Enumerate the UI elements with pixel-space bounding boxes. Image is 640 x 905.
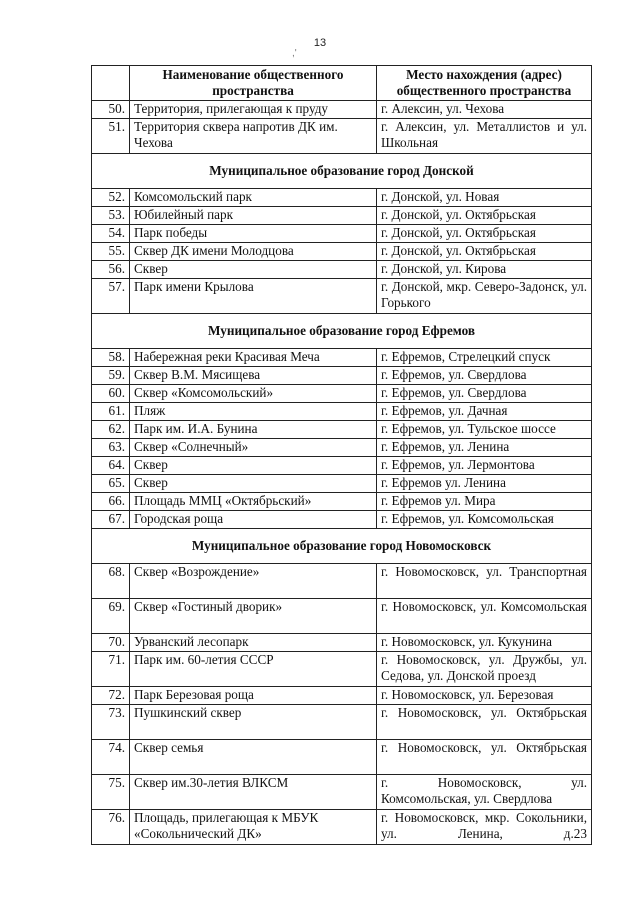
space-name: Городская роща [130, 511, 377, 529]
row-number: 67. [92, 511, 130, 529]
table-row [92, 810, 592, 845]
row-number: 76. [92, 810, 130, 845]
row-number: 53. [92, 207, 130, 225]
table-row [92, 279, 592, 314]
table-row [92, 457, 592, 475]
section-title: Муниципальное образование город Донской [92, 154, 592, 189]
table-row [92, 705, 592, 740]
table-row [92, 652, 592, 687]
space-name: Сквер им.30-летия ВЛКСМ [130, 775, 377, 810]
space-name: Сквер «Гостиный дворик» [130, 599, 377, 634]
space-address: г. Новомосковск, ул. Комсомольская, ул. Свердлова [377, 775, 592, 810]
row-number: 63. [92, 439, 130, 457]
space-name: Пушкинский сквер [130, 705, 377, 740]
row-number: 75. [92, 775, 130, 810]
space-name: Пляж [130, 403, 377, 421]
space-name: Площадь ММЦ «Октябрьский» [130, 493, 377, 511]
space-name: Территория, прилегающая к пруду [130, 101, 377, 119]
row-number: 55. [92, 243, 130, 261]
table-row [92, 403, 592, 421]
space-name: Сквер ДК имени Молодцова [130, 243, 377, 261]
space-address: г. Ефремов, ул. Ленина [377, 439, 592, 457]
space-address: г. Донской, мкр. Северо-Задонск, ул. Горького [377, 279, 592, 314]
space-name: Парк Березовая роща [130, 687, 377, 705]
table-row [92, 349, 592, 367]
table-row [92, 367, 592, 385]
space-name: Сквер «Солнечный» [130, 439, 377, 457]
space-address: г. Новомосковск, ул. Дружбы, ул. Седова, ул. Донской проезд [377, 652, 592, 687]
space-address: г. Донской, ул. Октябрьская [377, 243, 592, 261]
space-address: г. Ефремов, ул. Тульское шоссе [377, 421, 592, 439]
space-address: г. Донской, ул. Октябрьская [377, 207, 592, 225]
header-address: Место нахождения (адрес) общественного пространства [377, 66, 592, 101]
table-row [92, 101, 592, 119]
row-number: 57. [92, 279, 130, 314]
space-address: г. Новомосковск, ул. Октябрьская [377, 705, 592, 740]
table-row [92, 385, 592, 403]
space-address: г. Новомосковск, ул. Кукунина [377, 634, 592, 652]
row-number: 72. [92, 687, 130, 705]
space-address: г. Новомосковск, ул. Комсомольская [377, 599, 592, 634]
table-row [92, 687, 592, 705]
section-row [92, 154, 592, 189]
row-number: 56. [92, 261, 130, 279]
table-row [92, 439, 592, 457]
row-number: 50. [92, 101, 130, 119]
table-row [92, 225, 592, 243]
space-address: г. Ефремов ул. Мира [377, 493, 592, 511]
scan-mark: ,' [292, 48, 297, 59]
row-number: 60. [92, 385, 130, 403]
space-address: г. Донской, ул. Кирова [377, 261, 592, 279]
space-address: г. Алексин, ул. Металлистов и ул. Школьная [377, 119, 592, 154]
space-address: г. Донской, ул. Октябрьская [377, 225, 592, 243]
table-row [92, 261, 592, 279]
row-number: 71. [92, 652, 130, 687]
space-name: Парк победы [130, 225, 377, 243]
page-number: 13 [313, 37, 327, 49]
section-title: Муниципальное образование город Новомосковск [92, 529, 592, 564]
space-name: Комсомольский парк [130, 189, 377, 207]
space-name: Парк им. 60-летия СССР [130, 652, 377, 687]
space-name: Сквер «Возрождение» [130, 564, 377, 599]
table-row [92, 493, 592, 511]
table-body [92, 101, 592, 845]
space-name: Сквер [130, 475, 377, 493]
row-number: 52. [92, 189, 130, 207]
row-number: 62. [92, 421, 130, 439]
section-row [92, 314, 592, 349]
row-number: 61. [92, 403, 130, 421]
table-row [92, 475, 592, 493]
space-address: г. Алексин, ул. Чехова [377, 101, 592, 119]
space-name: Юбилейный парк [130, 207, 377, 225]
row-number: 73. [92, 705, 130, 740]
space-address: г. Ефремов ул. Ленина [377, 475, 592, 493]
row-number: 68. [92, 564, 130, 599]
section-title: Муниципальное образование город Ефремов [92, 314, 592, 349]
space-name: Парк имени Крылова [130, 279, 377, 314]
row-number: 54. [92, 225, 130, 243]
table-row [92, 207, 592, 225]
table-row [92, 564, 592, 599]
header-num-cell [92, 66, 130, 101]
space-address: г. Новомосковск, ул. Березовая [377, 687, 592, 705]
table-row [92, 775, 592, 810]
public-spaces-table [91, 65, 592, 845]
table-row [92, 119, 592, 154]
space-address: г. Новомосковск, ул. Транспортная [377, 564, 592, 599]
space-name: Сквер В.М. Мясищева [130, 367, 377, 385]
space-name: Сквер семья [130, 740, 377, 775]
header-name: Наименование общественного пространства [130, 66, 377, 101]
table-row [92, 740, 592, 775]
space-name: Урванский лесопарк [130, 634, 377, 652]
row-number: 70. [92, 634, 130, 652]
table-row [92, 511, 592, 529]
row-number: 58. [92, 349, 130, 367]
space-name: Сквер [130, 261, 377, 279]
row-number: 74. [92, 740, 130, 775]
row-number: 65. [92, 475, 130, 493]
table-row [92, 599, 592, 634]
table-header-row [92, 66, 592, 101]
row-number: 66. [92, 493, 130, 511]
row-number: 51. [92, 119, 130, 154]
space-address: г. Новомосковск, ул. Октябрьская [377, 740, 592, 775]
space-address: г. Донской, ул. Новая [377, 189, 592, 207]
space-name: Сквер [130, 457, 377, 475]
space-name: Парк им. И.А. Бунина [130, 421, 377, 439]
table-row [92, 634, 592, 652]
table-row [92, 189, 592, 207]
space-address: г. Ефремов, ул. Дачная [377, 403, 592, 421]
space-name: Территория сквера напротив ДК им. Чехова [130, 119, 377, 154]
space-name: Сквер «Комсомольский» [130, 385, 377, 403]
row-number: 69. [92, 599, 130, 634]
row-number: 64. [92, 457, 130, 475]
space-address: г. Ефремов, Стрелецкий спуск [377, 349, 592, 367]
space-address: г. Ефремов, ул. Лермонтова [377, 457, 592, 475]
table-row [92, 421, 592, 439]
space-address: г. Новомосковск, мкр. Сокольники, ул. Ленина, д.23 [377, 810, 592, 845]
space-address: г. Ефремов, ул. Комсомольская [377, 511, 592, 529]
space-address: г. Ефремов, ул. Свердлова [377, 367, 592, 385]
table-row [92, 243, 592, 261]
space-name: Площадь, прилегающая к МБУК «Сокольнический ДК» [130, 810, 377, 845]
space-address: г. Ефремов, ул. Свердлова [377, 385, 592, 403]
row-number: 59. [92, 367, 130, 385]
space-name: Набережная реки Красивая Меча [130, 349, 377, 367]
section-row [92, 529, 592, 564]
